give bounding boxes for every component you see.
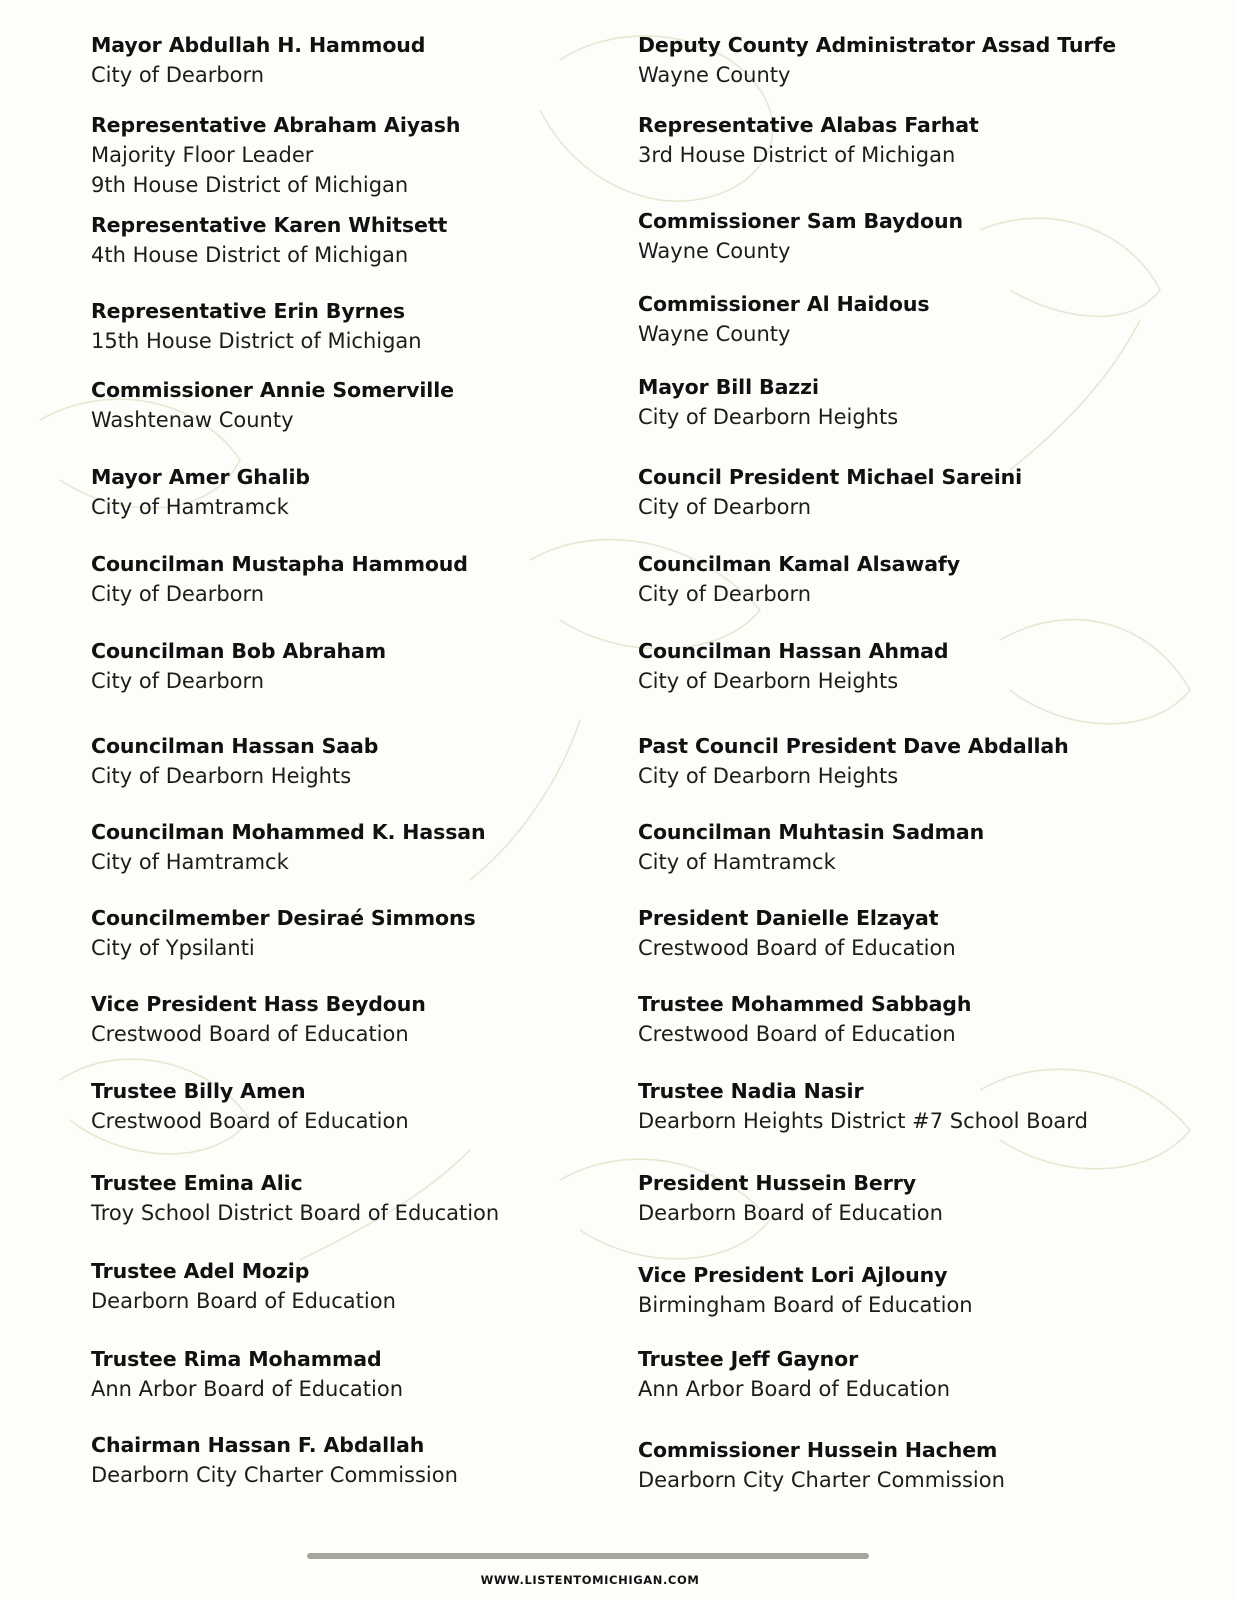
official-name: Past Council President Dave Abdallah xyxy=(638,734,1069,758)
official-affiliation: Dearborn Board of Education xyxy=(638,1201,943,1225)
official-name: Representative Abraham Aiyash xyxy=(91,113,461,137)
official-name: Vice President Lori Ajlouny xyxy=(638,1263,948,1287)
official-affiliation: Crestwood Board of Education xyxy=(638,936,956,960)
official-entry xyxy=(638,1260,973,1320)
official-name: Commissioner Hussein Hachem xyxy=(638,1438,998,1462)
official-name: Councilman Hassan Saab xyxy=(91,734,379,758)
official-affiliation: Birmingham Board of Education xyxy=(638,1293,973,1317)
official-name: Trustee Adel Mozip xyxy=(91,1259,310,1283)
official-affiliation: City of Ypsilanti xyxy=(91,936,255,960)
official-affiliation: 9th House District of Michigan xyxy=(91,173,409,197)
official-entry xyxy=(638,903,956,963)
official-name: Councilman Kamal Alsawafy xyxy=(638,552,961,576)
official-affiliation: City of Dearborn xyxy=(638,495,812,519)
official-name: Councilman Hassan Ahmad xyxy=(638,639,949,663)
official-entry xyxy=(91,296,422,356)
official-entry xyxy=(91,1344,403,1404)
official-affiliation: Troy School District Board of Education xyxy=(91,1201,500,1225)
official-name: Mayor Abdullah H. Hammoud xyxy=(91,33,426,57)
official-affiliation: City of Hamtramck xyxy=(638,850,836,874)
official-name: Commissioner Annie Somerville xyxy=(91,378,454,402)
official-entry xyxy=(638,1076,1088,1136)
official-name: Councilman Mustapha Hammoud xyxy=(91,552,468,576)
official-affiliation: Washtenaw County xyxy=(91,408,294,432)
official-affiliation: City of Hamtramck xyxy=(91,850,289,874)
official-affiliation: Crestwood Board of Education xyxy=(638,1022,956,1046)
official-affiliation: Majority Floor Leader xyxy=(91,143,314,167)
official-entry xyxy=(91,462,310,522)
official-affiliation: City of Dearborn Heights xyxy=(638,669,899,693)
official-affiliation: Dearborn City Charter Commission xyxy=(91,1463,458,1487)
official-affiliation: Wayne County xyxy=(638,63,791,87)
official-entry xyxy=(91,636,386,696)
official-entry xyxy=(638,1435,1005,1495)
official-affiliation: Wayne County xyxy=(638,239,791,263)
official-entry xyxy=(638,636,948,696)
official-affiliation: City of Dearborn xyxy=(91,669,265,693)
official-affiliation: 15th House District of Michigan xyxy=(91,329,422,353)
official-affiliation: City of Dearborn Heights xyxy=(638,405,899,429)
official-entry xyxy=(638,1344,950,1404)
official-affiliation: City of Hamtramck xyxy=(91,495,289,519)
official-entry xyxy=(91,375,454,435)
official-entry xyxy=(638,462,1022,522)
official-affiliation: Ann Arbor Board of Education xyxy=(91,1377,404,1401)
official-entry xyxy=(91,989,426,1049)
official-entry xyxy=(638,731,1069,791)
official-entry xyxy=(638,30,1116,90)
official-entry xyxy=(638,1168,943,1228)
official-entry xyxy=(91,731,378,791)
official-name: President Hussein Berry xyxy=(638,1171,917,1195)
footer-divider xyxy=(307,1553,869,1559)
official-affiliation: Ann Arbor Board of Education xyxy=(638,1377,951,1401)
official-affiliation: Dearborn Heights District #7 School Board xyxy=(638,1109,1088,1133)
olive-branch-1 xyxy=(470,720,580,880)
official-name: Deputy County Administrator Assad Turfe xyxy=(638,33,1117,57)
official-name: Councilman Muhtasin Sadman xyxy=(638,820,985,844)
official-name: Representative Karen Whitsett xyxy=(91,213,448,237)
official-affiliation: City of Dearborn xyxy=(91,63,265,87)
official-affiliation: City of Dearborn xyxy=(638,582,812,606)
official-name: Councilman Bob Abraham xyxy=(91,639,387,663)
official-entry xyxy=(638,989,971,1049)
olive-branch-2 xyxy=(1010,320,1140,470)
official-affiliation: Dearborn City Charter Commission xyxy=(638,1468,1005,1492)
official-name: Councilmember Desiraé Simmons xyxy=(91,906,476,930)
official-name: Mayor Bill Bazzi xyxy=(638,375,819,399)
official-affiliation: 4th House District of Michigan xyxy=(91,243,409,267)
official-affiliation: Dearborn Board of Education xyxy=(91,1289,396,1313)
official-name: Mayor Amer Ghalib xyxy=(91,465,310,489)
official-entry xyxy=(91,817,486,877)
official-affiliation: Crestwood Board of Education xyxy=(91,1022,409,1046)
official-entry xyxy=(91,1256,396,1316)
official-name: Trustee Mohammed Sabbagh xyxy=(638,992,972,1016)
official-name: Commissioner Sam Baydoun xyxy=(638,209,963,233)
official-entry xyxy=(638,549,960,609)
official-entry xyxy=(638,289,929,349)
official-name: Representative Alabas Farhat xyxy=(638,113,979,137)
official-entry xyxy=(91,549,468,609)
official-name: President Danielle Elzayat xyxy=(638,906,939,930)
dove-outline-5 xyxy=(1000,620,1190,724)
official-name: Representative Erin Byrnes xyxy=(91,299,406,323)
official-entry xyxy=(91,110,460,200)
official-affiliation: Wayne County xyxy=(638,322,791,346)
official-entry xyxy=(91,903,476,963)
official-name: Vice President Hass Beydoun xyxy=(91,992,426,1016)
official-name: Trustee Rima Mohammad xyxy=(91,1347,382,1371)
official-entry xyxy=(91,1168,499,1228)
official-affiliation: City of Dearborn Heights xyxy=(91,764,352,788)
official-entry xyxy=(638,817,984,877)
official-name: Trustee Emina Alic xyxy=(91,1171,303,1195)
official-name: Chairman Hassan F. Abdallah xyxy=(91,1433,425,1457)
official-entry xyxy=(91,1430,458,1490)
official-entry xyxy=(638,110,979,170)
dove-outline-2 xyxy=(980,218,1160,316)
official-name: Trustee Billy Amen xyxy=(91,1079,306,1103)
official-name: Commissioner Al Haidous xyxy=(638,292,930,316)
official-name: Council President Michael Sareini xyxy=(638,465,1023,489)
official-affiliation: Crestwood Board of Education xyxy=(91,1109,409,1133)
official-affiliation: City of Dearborn xyxy=(91,582,265,606)
official-name: Trustee Jeff Gaynor xyxy=(638,1347,859,1371)
official-entry xyxy=(91,1076,409,1136)
official-name: Trustee Nadia Nasir xyxy=(638,1079,864,1103)
official-entry xyxy=(91,210,447,270)
official-entry xyxy=(638,206,963,266)
official-affiliation: 3rd House District of Michigan xyxy=(638,143,956,167)
footer-url: WWW.LISTENTOMICHIGAN.COM xyxy=(480,1573,700,1587)
official-affiliation: City of Dearborn Heights xyxy=(638,764,899,788)
official-entry xyxy=(638,372,898,432)
official-name: Councilman Mohammed K. Hassan xyxy=(91,820,486,844)
official-entry xyxy=(91,30,425,90)
